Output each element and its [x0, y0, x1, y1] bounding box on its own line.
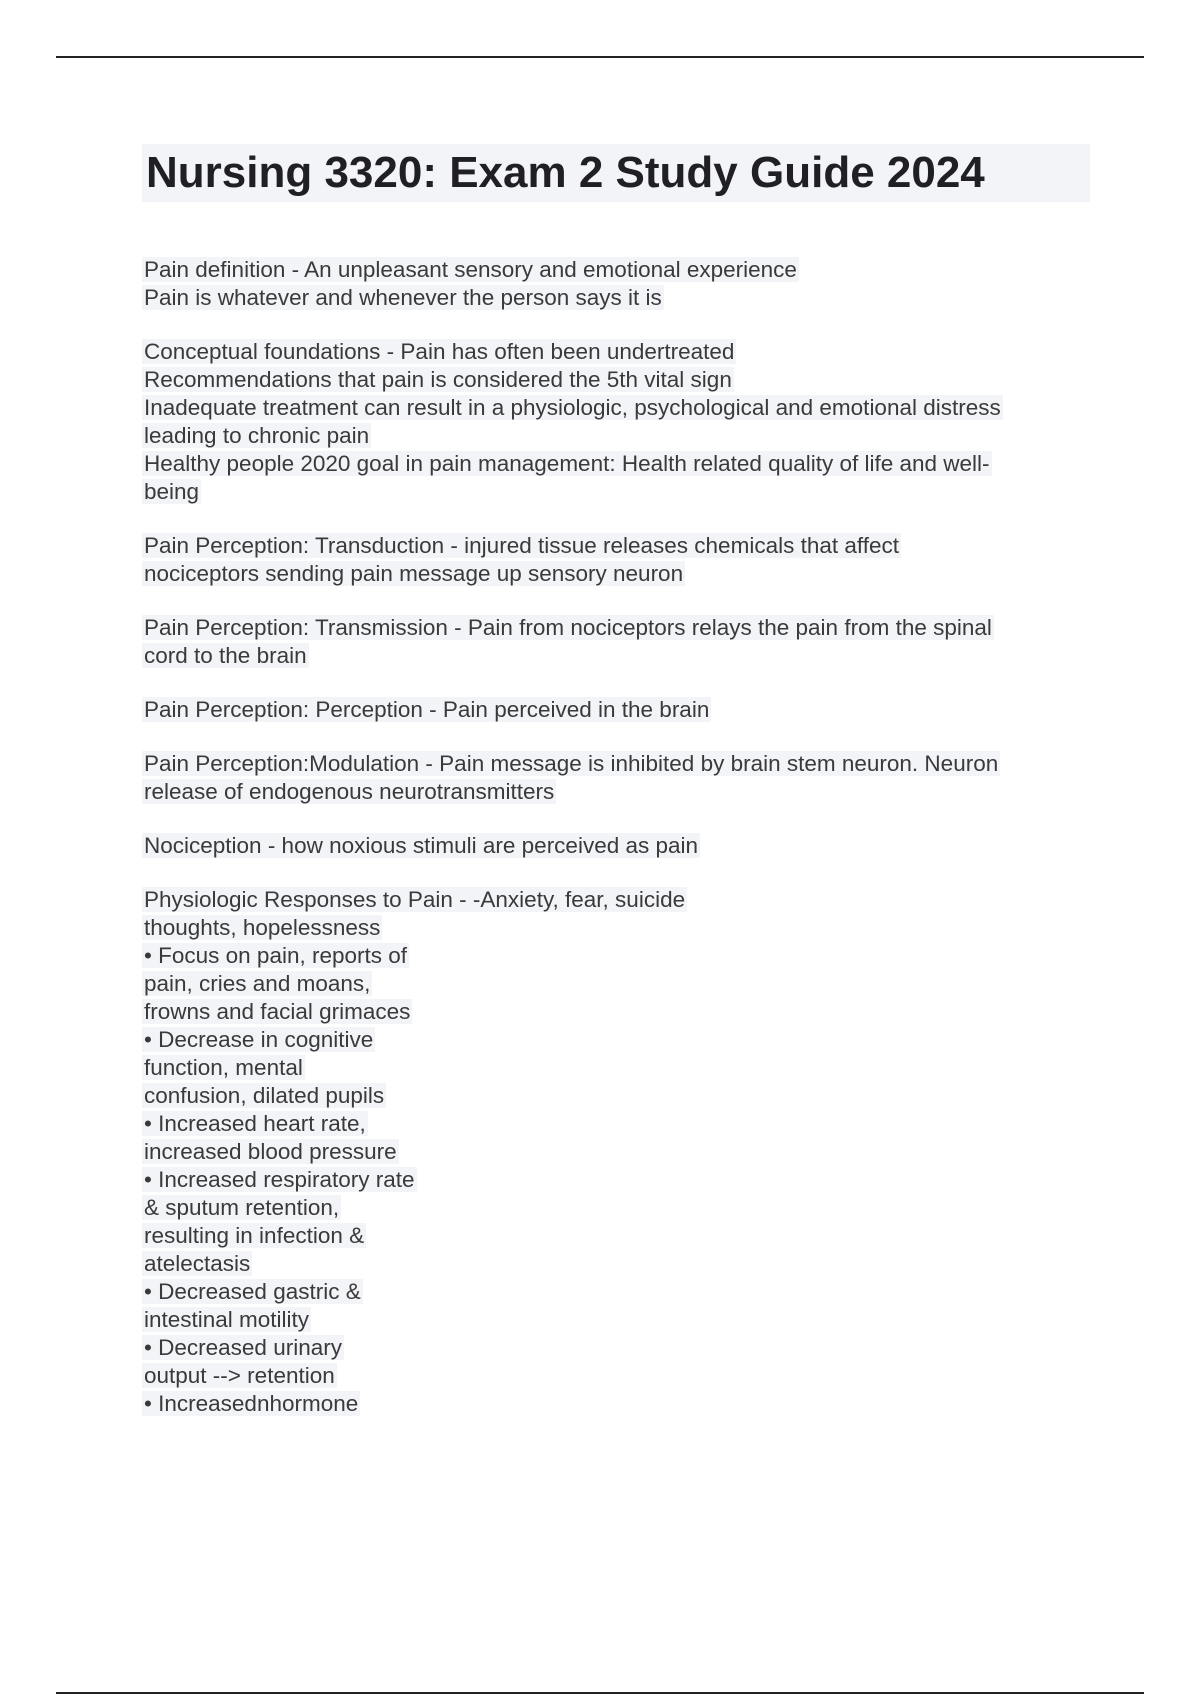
page-title: Nursing 3320: Exam 2 Study Guide 2024 [142, 144, 1090, 202]
text-line: Pain Perception: Perception - Pain perceived in the brain [144, 697, 710, 722]
bullet-line: • Decreased gastric & [144, 1279, 361, 1304]
text-line: Pain definition - An unpleasant sensory and emotional experience [144, 257, 797, 282]
text-line: intestinal motility [144, 1307, 310, 1332]
bullet-line: • Decreased urinary [144, 1335, 342, 1360]
text-line: thoughts, hopelessness [144, 915, 381, 940]
document-body [142, 256, 1072, 1444]
text-line: Conceptual foundations - Pain has often been undertreated [144, 339, 735, 364]
text-line: & sputum retention, [144, 1195, 340, 1220]
text-line: Inadequate treatment can result in a physiologic, psychological and emotional distress [144, 395, 1001, 420]
text-line: leading to chronic pain [144, 423, 370, 448]
bullet-line: • Decrease in cognitive [144, 1027, 374, 1052]
text-line: Pain Perception: Transduction - injured tissue releases chemicals that affect [144, 533, 899, 558]
text-line: cord to the brain [144, 643, 307, 668]
bullet-line: • Increased heart rate, [144, 1111, 366, 1136]
text-line: being [144, 479, 200, 504]
text-line: resulting in infection & [144, 1223, 365, 1248]
footer-rule [56, 1692, 1144, 1694]
section-pain-definition [142, 256, 1072, 312]
bullet-line: • Increased respiratory rate [144, 1167, 415, 1192]
section-transmission [142, 614, 1072, 670]
header-rule [56, 56, 1144, 58]
section-conceptual-foundations [142, 338, 1072, 506]
text-line: increased blood pressure [144, 1139, 397, 1164]
text-line: Recommendations that pain is considered the 5th vital sign [144, 367, 732, 392]
text-line: Healthy people 2020 goal in pain management: Health related quality of life and well- [144, 451, 990, 476]
section-perception [142, 696, 1072, 724]
text-line: pain, cries and moans, [144, 971, 371, 996]
text-line: Pain Perception:Modulation - Pain message is inhibited by brain stem neuron. Neuron [144, 751, 999, 776]
text-line: frowns and facial grimaces [144, 999, 411, 1024]
bullet-line: • Focus on pain, reports of [144, 943, 408, 968]
text-line: output --> retention [144, 1363, 335, 1388]
section-transduction [142, 532, 1072, 588]
section-physiologic-responses [142, 886, 1072, 1418]
text-line: Physiologic Responses to Pain - -Anxiety, fear, suicide [144, 887, 686, 912]
bullet-line: • Increasednhormone [144, 1391, 359, 1416]
text-line: Pain is whatever and whenever the person says it is [144, 285, 662, 310]
text-line: Pain Perception: Transmission - Pain from nociceptors relays the pain from the spinal [144, 615, 992, 640]
section-nociception [142, 832, 1072, 860]
section-modulation [142, 750, 1072, 806]
text-line: release of endogenous neurotransmitters [144, 779, 555, 804]
text-line: atelectasis [144, 1251, 251, 1276]
text-line: confusion, dilated pupils [144, 1083, 385, 1108]
text-line: nociceptors sending pain message up sensory neuron [144, 561, 684, 586]
text-line: Nociception - how noxious stimuli are perceived as pain [144, 833, 699, 858]
text-line: function, mental [144, 1055, 303, 1080]
